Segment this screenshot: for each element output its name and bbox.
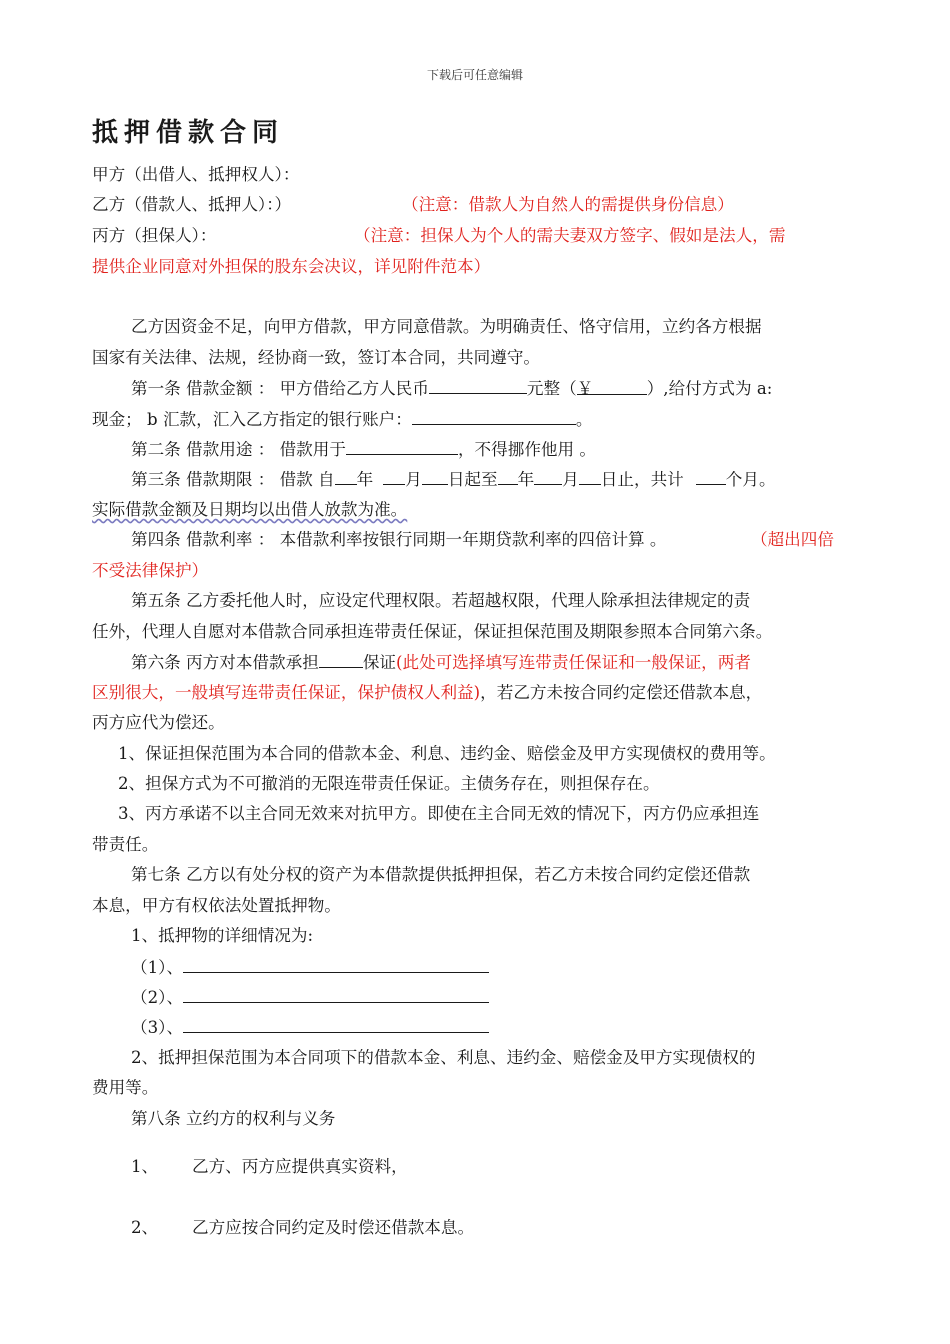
party-bing [92, 225, 786, 247]
end-day-label: 日止，共计 [600, 470, 684, 489]
article-1-payment: ）,给付方式为 a: [646, 379, 773, 398]
end-month-label: 月 [562, 470, 579, 489]
start-month-blank [383, 468, 405, 485]
article-6-line-3: 丙方应代为偿还。 [92, 713, 225, 732]
article-2-text: 第二条 借款用途 ： 借款用于 [131, 440, 346, 459]
article-1-line-2 [92, 408, 592, 431]
start-day-blank [422, 468, 448, 485]
article-4-line-1 [131, 529, 834, 551]
party-yi [92, 194, 734, 216]
article-5-line-1: 第五条 乙方委托他人时，应设定代理权限。若超越权限，代理人除承担法律规定的责 [131, 591, 751, 610]
intro-line-2: 国家有关法律、法规，经协商一致，签订本合同，共同遵守。 [92, 348, 541, 367]
article-2 [131, 438, 596, 461]
yen-sign: ￥ [576, 379, 594, 398]
article-3-line-2 [92, 499, 407, 521]
article-3-line-1 [131, 468, 776, 491]
article-6-text: 第六条 丙方对本借款承担 [131, 653, 319, 672]
article-4-text: 第四条 借款利率 ： 本借款利率按银行同期一年期贷款利率的四倍计算 。 [131, 530, 667, 549]
months-blank [696, 468, 726, 485]
article-7-line-1: 第七条 乙方以有处分权的资产为本借款提供抵押担保，若乙方未按合同约定偿还借款 [131, 865, 751, 884]
article-6-item-3b: 带责任。 [92, 835, 159, 854]
start-year-blank [335, 468, 357, 485]
amount-blank [429, 377, 527, 394]
end-day-blank [579, 468, 601, 485]
article-6-guarantee: 保证 [362, 653, 396, 672]
article-6-line-2 [92, 682, 762, 704]
article-8-title: 第八条 立约方的权利与义务 [131, 1109, 336, 1128]
article-6-line-1 [131, 651, 751, 674]
collateral-label-2: （2）、 [131, 988, 184, 1007]
article-7-item-2a: 2、抵押担保范围为本合同项下的借款本金、利息、违约金、赔偿金及甲方实现债权的 [131, 1048, 756, 1067]
end-year-blank [498, 468, 518, 485]
end-month-blank [534, 468, 562, 485]
party-yi-note: （注意：借款人为自然人的需提供身份信息） [402, 195, 734, 214]
article-3-note: 实际借款金额及日期均以出借人放款为准。 [92, 500, 408, 519]
party-bing-note-2: 提供企业同意对外担保的股东会决议，详见附件范本） [92, 257, 491, 276]
article-5-line-2: 任外，代理人自愿对本借款合同承担连带责任保证，保证担保范围及期限参照本合同第六条。 [92, 622, 773, 641]
collateral-label-1: （1）、 [131, 958, 184, 977]
article-7-item-2b: 费用等。 [92, 1078, 159, 1097]
article-8-item-2-number: 2、 [131, 1218, 159, 1237]
page-header-note: 下载后可任意编辑 [426, 68, 523, 82]
article-8-item-1-number: 1、 [131, 1157, 159, 1176]
collateral-label-3: （3）、 [131, 1018, 184, 1037]
start-month-label: 月 [405, 470, 422, 489]
collateral-blank-2 [183, 986, 489, 1003]
start-year-label: 年 [356, 470, 374, 489]
article-7-line-2: 本息，甲方有权依法处置抵押物。 [92, 896, 341, 915]
guarantee-type-blank [319, 651, 363, 668]
article-3-text: 第三条 借款期限 ： 借款 自 [131, 470, 335, 489]
start-day-label: 日起至 [447, 470, 498, 489]
collateral-row-2 [131, 986, 489, 1009]
article-6-item-3a: 3、丙方承诺不以主合同无效来对抗甲方。即使在主合同无效的情况下，丙方仍应承担连 [118, 804, 760, 823]
article-1-line-1 [131, 377, 772, 400]
collateral-row-1 [131, 956, 489, 979]
article-6-note-1: (此处可选择填写连带责任保证和一般保证，两者 [396, 653, 751, 672]
article-8-item-2-text: 乙方应按合同约定及时偿还借款本息。 [192, 1218, 475, 1237]
article-8-item-1-text: 乙方、丙方应提供真实资料， [192, 1157, 408, 1176]
amount-figure-blank [576, 378, 647, 398]
intro-line-1: 乙方因资金不足，向甲方借款，甲方同意借款。为明确责任、恪守信用，立约各方根据 [131, 317, 762, 336]
party-bing-note-1: （注意：担保人为个人的需夫妻双方签字、假如是法人，需 [354, 226, 786, 245]
article-1-transfer: 现金； b 汇款，汇入乙方指定的银行账户： [92, 410, 412, 429]
purpose-blank [346, 438, 458, 455]
bank-account-blank [412, 408, 576, 425]
article-1-yuan: 元整（ [526, 379, 577, 398]
months-label: 个月。 [725, 470, 776, 489]
article-4-note-1: （超出四倍 [751, 530, 834, 549]
article-1-text: 第一条 借款金额 ： 甲方借给乙方人民币 [131, 379, 429, 398]
article-6-item-2: 2、担保方式为不可撤消的无限连带责任保证。主债务存在，则担保存在。 [118, 774, 660, 793]
party-yi-label: 乙方（借款人、抵押人）：） [92, 195, 292, 214]
party-bing-label: 丙方（担保人）： [92, 226, 217, 245]
article-1-end: 。 [575, 410, 593, 429]
article-7-item-1: 1、抵押物的详细情况为: [131, 926, 314, 945]
article-6-note-2: 区别很大，一般填写连带责任保证，保护债权人利益) [92, 683, 481, 702]
document-title: 抵押借款合同 [92, 118, 285, 148]
collateral-blank-1 [183, 956, 489, 973]
article-4-note-2: 不受法律保护） [92, 561, 209, 580]
article-6-item-1: 1、保证担保范围为本合同的借款本金、利息、违约金、赔偿金及甲方实现债权的费用等。 [118, 744, 776, 763]
end-year-label: 年 [517, 470, 535, 489]
article-6-continue: ，若乙方未按合同约定偿还借款本息， [480, 683, 763, 702]
collateral-row-3 [131, 1016, 489, 1039]
party-jia: 甲方（出借人、抵押权人）： [92, 165, 300, 184]
article-2-end: ，不得挪作他用 。 [457, 440, 596, 459]
collateral-blank-3 [183, 1016, 489, 1033]
